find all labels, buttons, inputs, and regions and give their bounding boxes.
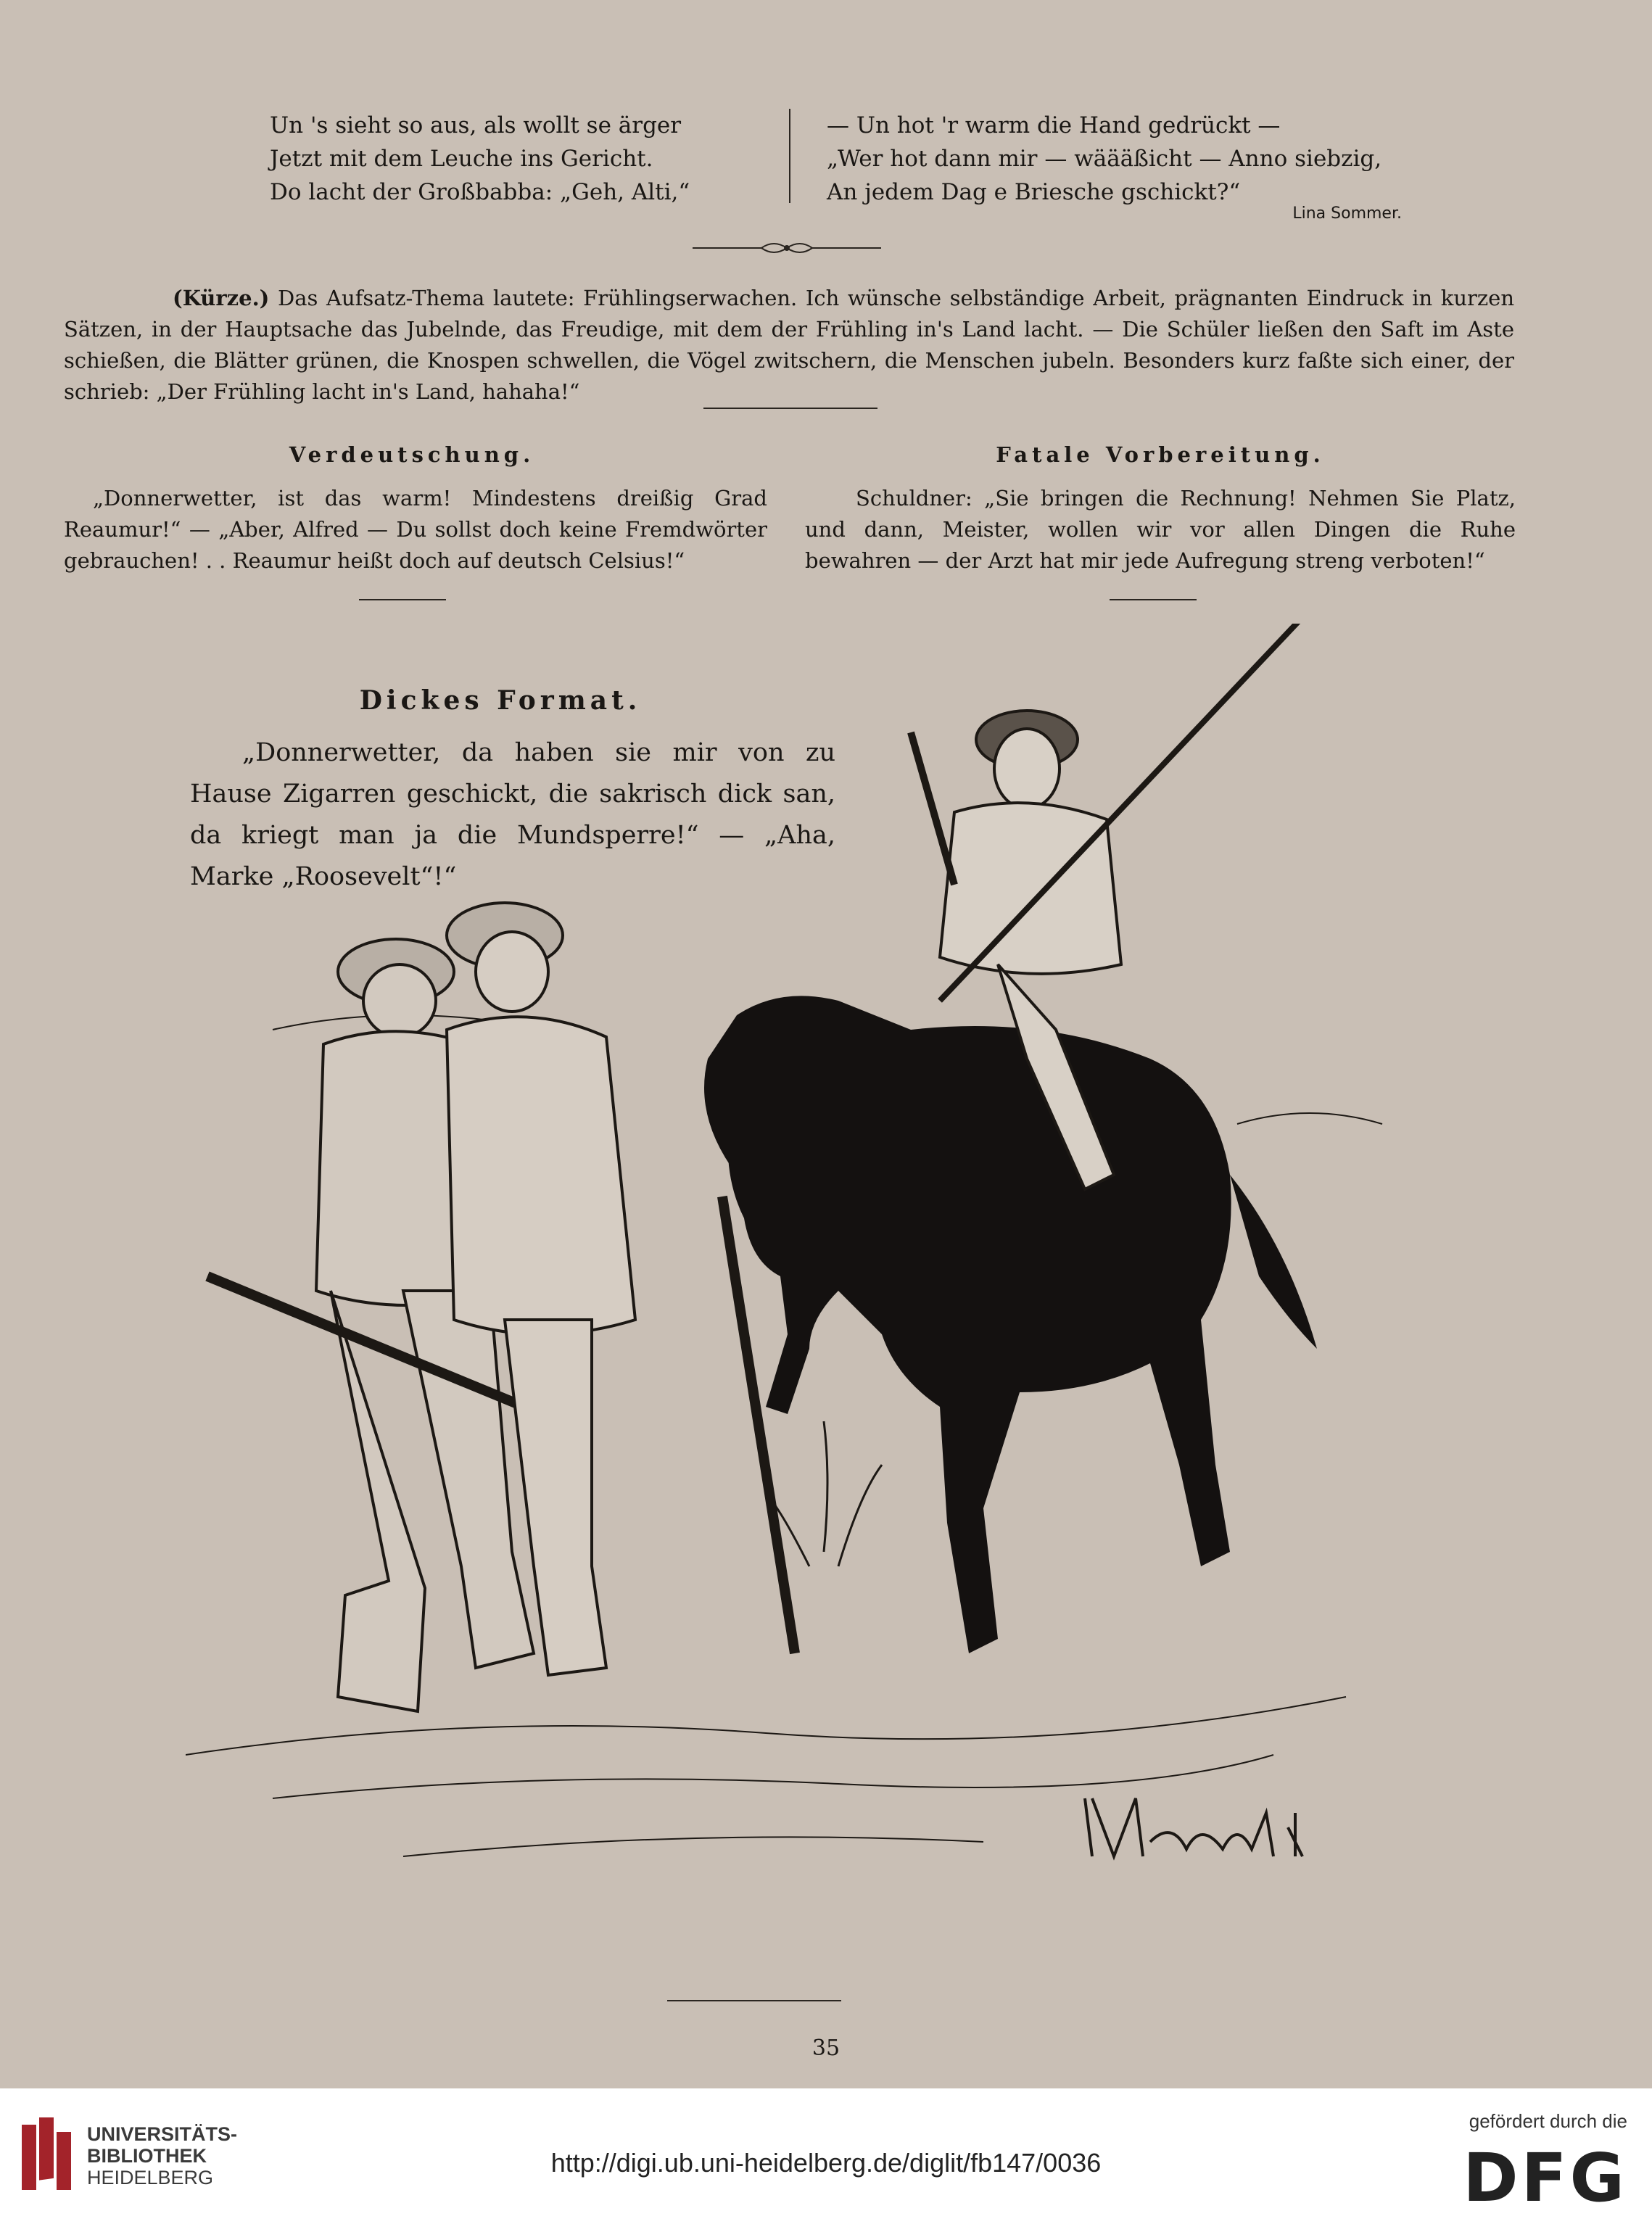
- plant-drawing: [766, 1421, 882, 1566]
- poem-author: Lina Sommer.: [1292, 204, 1402, 223]
- page-number: 35: [811, 2035, 841, 2061]
- verdeutschung-text: „Donnerwetter, ist das warm! Mindestens dreißig Grad Reaumur!“ — „Aber, Alfred — Du sollst doch keine Fremdwörter gebrauchen! . . Reaumur heißt doch auf deutsch Celsius!“: [64, 486, 767, 573]
- separator-line: [667, 2000, 841, 2001]
- fatale-heading: Fatale Vorbereitung.: [996, 442, 1325, 467]
- poem-line: Do lacht der Großbabba: „Geh, Alti,“: [270, 179, 690, 205]
- separator-line: [703, 408, 877, 409]
- poem-right-column: [827, 109, 1382, 209]
- poem-line: Un 's sieht so aus, als wollt se ärger: [270, 112, 682, 139]
- library-name-line: HEIDELBERG: [87, 2167, 214, 2188]
- dfg-logo[interactable]: DFG: [1463, 2139, 1627, 2217]
- ornament-divider: [693, 239, 881, 257]
- kuerze-text: Das Aufsatz-Thema lautete: Frühlingserwachen. Ich wünsche selbständige Arbeit, prägnanten Eindruck in kurzen Sätzen, in der Hauptsache das Jubelnde, das Freudige, mit dem der Frühling in's Land lacht. — Die Schüler ließen den Saft im Aste schießen, die Blätter grünen, die Knospen schwellen, die Vögel zwitschern, die Menschen jubeln. Besonders kurz faßte sich einer, der schrieb: „Der Frühling lacht in's Land, hahaha!“: [64, 286, 1515, 404]
- library-name-line: UNIVERSITÄTS-: [87, 2123, 238, 2145]
- separator-line: [359, 599, 446, 600]
- separator-line: [1110, 599, 1197, 600]
- poem-line: An jedem Dag e Briesche gschickt?“: [827, 179, 1241, 205]
- fatale-text: Schuldner: „Sie bringen die Rechnung! Nehmen Sie Platz, und dann, Meister, wollen wir vor allen Dingen die Ruhe bewahren — der Arzt hat mir jede Aufregung streng verboten!“: [805, 486, 1516, 573]
- dickes-caption: „Donnerwetter, da haben sie mir von zu Hause Zigarren geschickt, die sakrisch dick san, da kriegt man ja die Mundsperre!“ — „Aha, Marke „Roosevelt“!“: [190, 738, 835, 891]
- document-url-link[interactable]: http://digi.ub.uni-heidelberg.de/diglit/fb147/0036: [550, 2148, 1102, 2178]
- poem-line: — Un hot 'r warm die Hand gedrückt —: [827, 112, 1281, 139]
- column-divider: [789, 109, 790, 203]
- poem-left-column: [270, 109, 690, 209]
- poem-line: „Wer hot dann mir — wäääßicht — Anno siebzig,: [827, 146, 1382, 172]
- poem-line: Jetzt mit dem Leuche ins Gericht.: [270, 146, 653, 172]
- library-name-line: BIBLIOTHEK: [87, 2145, 207, 2167]
- dickes-heading: Dickes Format.: [359, 685, 642, 716]
- kuerze-label: (Kürze.): [173, 286, 270, 310]
- funded-by-label: gefördert durch die: [1469, 2110, 1627, 2132]
- artist-signature: [1085, 1798, 1302, 1856]
- kuerze-paragraph: [64, 283, 1514, 408]
- horse-drawing: [704, 996, 1317, 1653]
- viewer-footer: [0, 2088, 1652, 2232]
- soldiers-illustration: [186, 624, 1397, 1943]
- verdeutschung-heading: Verdeutschung.: [289, 442, 535, 467]
